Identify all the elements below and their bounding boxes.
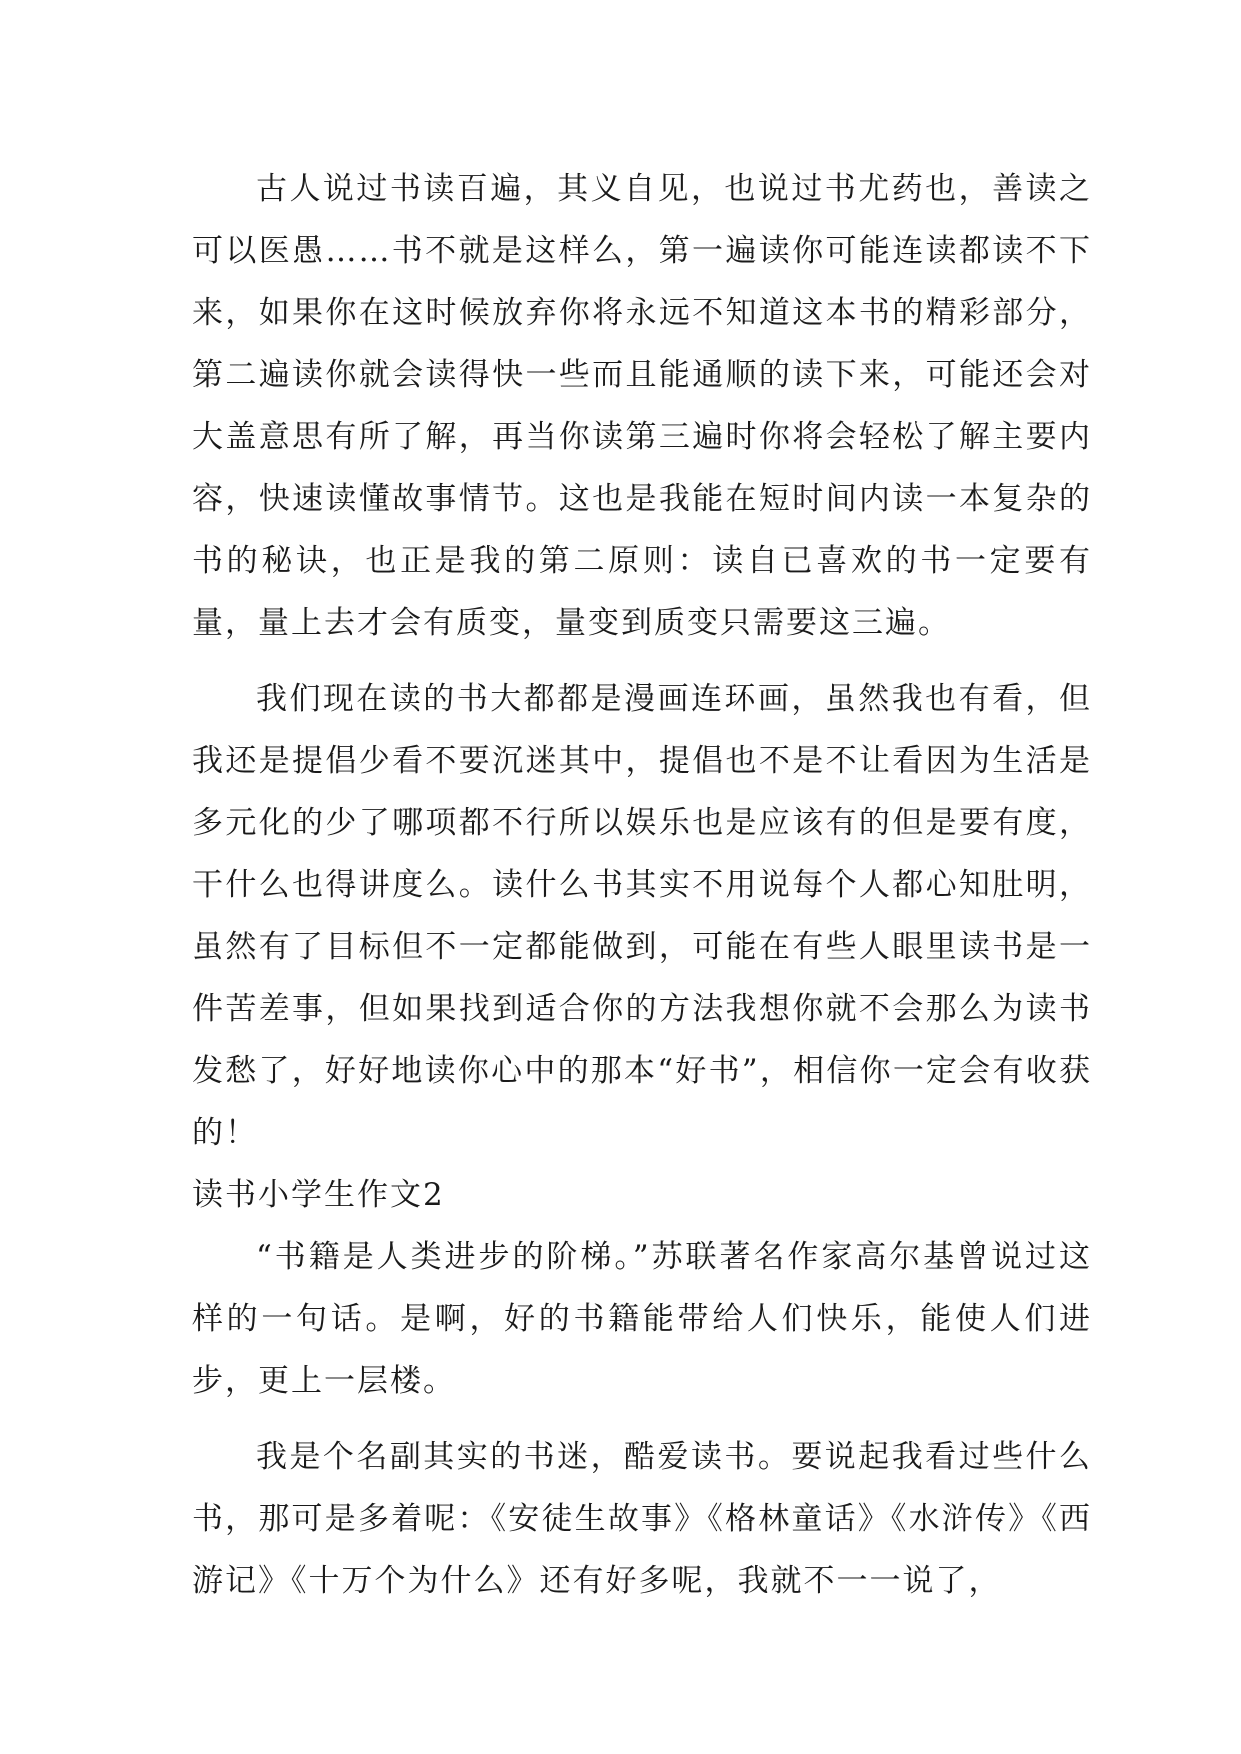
paragraph-comics-opinion: 我们现在读的书大都都是漫画连环画，虽然我也有看，但我还是提倡少看不要沉迷其中，提倡也不是不让看因为生活是多元化的少了哪项都不行所以娱乐也是应该有的但是要有度，干什么也得讲度么。读什么书其实不用说每个人都心知肚明，虽然有了目标但不一定都能做到，可能在有些人眼里读书是一件苦差事，但如果找到适合你的方法我想你就不会那么为读书发愁了，好好地读你心中的那本“好书”，相信你一定会有收获的！ <box>192 681 1092 1151</box>
paragraph-bookworm: 我是个名副其实的书迷，酷爱读书。要说起我看过些什么书，那可是多着呢：《安徒生故事》《格林童话》《水浒传》《西游记》《十万个为什么》还有好多呢，我就不一一说了， <box>192 1439 1092 1599</box>
document-body <box>192 158 1092 1612</box>
paragraph-reading-method: 古人说过书读百遍，其义自见，也说过书尤药也，善读之可以医愚……书不就是这样么，第一遍读你可能连读都读不下来，如果你在这时候放弃你将永远不知道这本书的精彩部分，第二遍读你就会读得快一些而且能通顺的读下来，可能还会对大盖意思有所了解，再当你读第三遍时你将会轻松了解主要内容，快速读懂故事情节。这也是我能在短时间内读一本复杂的书的秘诀，也正是我的第二原则：读自已喜欢的书一定要有量，量上去才会有质变，量变到质变只需要这三遍。 <box>192 171 1092 641</box>
section-heading: 读书小学生作文2 <box>192 1177 445 1213</box>
paragraph-gorky-quote: “书籍是人类进步的阶梯。”苏联著名作家高尔基曾说过这样的一句话。是啊，好的书籍能带给人们快乐，能使人们进步，更上一层楼。 <box>192 1239 1092 1399</box>
